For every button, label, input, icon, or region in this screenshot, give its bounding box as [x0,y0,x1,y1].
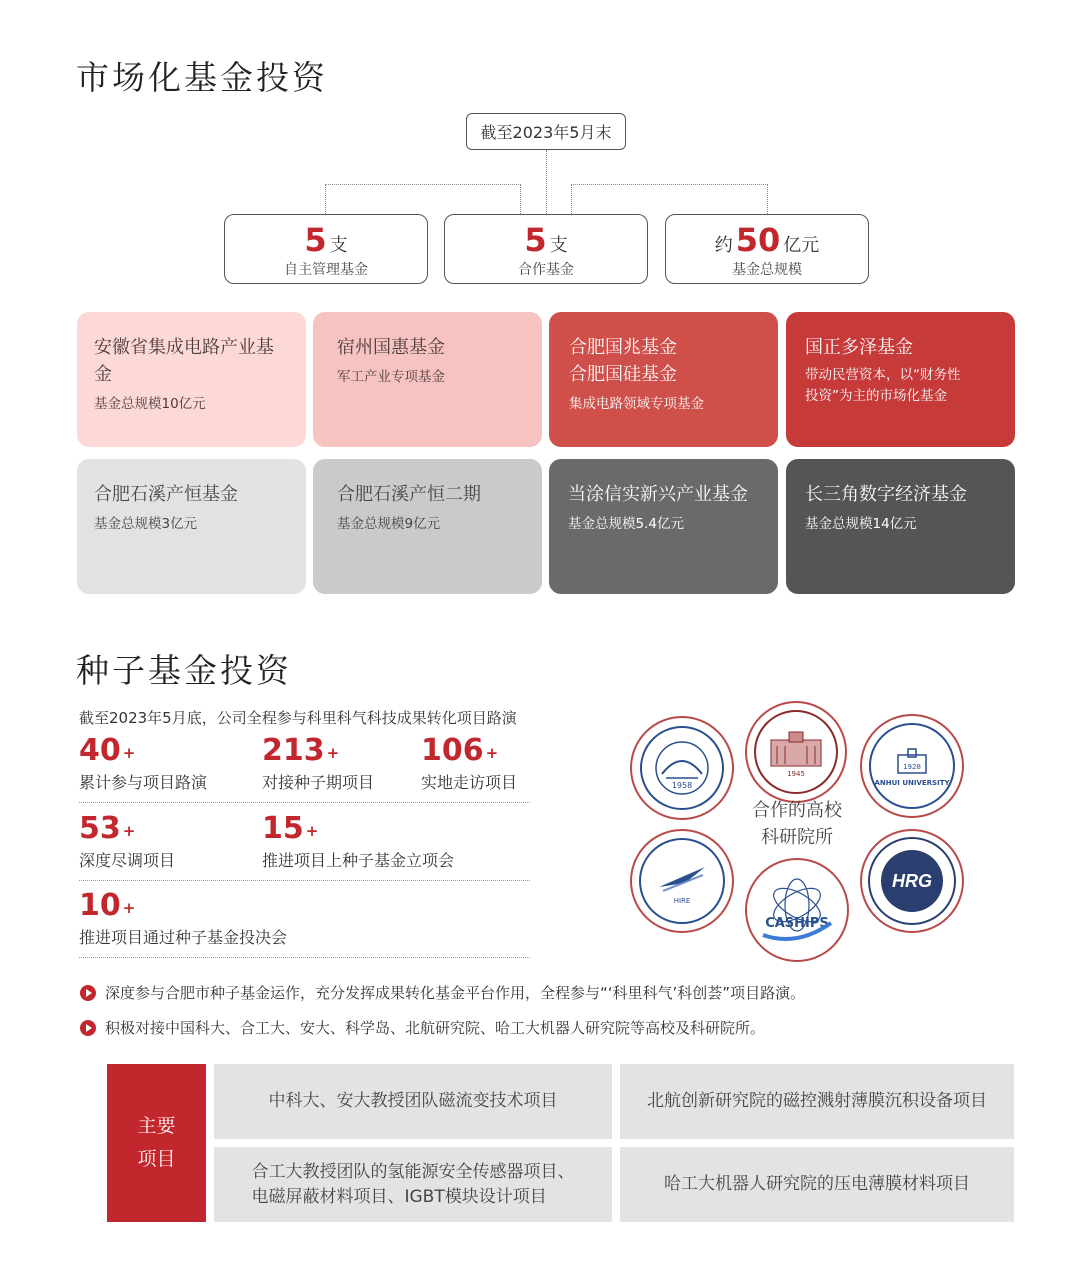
stat-box-self-managed [224,214,428,284]
connector-center [546,150,547,214]
fund-card [77,459,306,594]
metric-value: 10 [79,888,121,923]
fund-desc: 军工产业专项基金 [337,369,445,385]
stat-prefix: 约 [714,235,733,256]
market-section-title: 市场化基金投资 [76,58,328,97]
fund-desc: 基金总规模3亿元 [94,516,198,532]
main-projects-label-line2: 项目 [137,1148,176,1170]
hfut-building-icon [765,724,827,780]
fund-card [313,312,542,447]
aircraft-icon [655,857,709,897]
fund-card [786,312,1015,447]
metric-roadshows [79,734,207,793]
ahu-building-icon [892,745,932,779]
main-projects-label-line1: 主要 [137,1115,176,1137]
metric-plus: + [122,899,136,917]
fund-name: 安徽省集成电路产业基金 [94,337,274,385]
date-label-box: 截至2023年5月末 [466,113,626,150]
project-text-line1: 合工大教授团队的氢能源安全传感器项目、 [251,1161,575,1182]
fund-name: 合肥国硅基金 [569,364,677,385]
metric-plus: + [122,822,136,840]
fund-card [313,459,542,594]
divider [79,802,530,803]
metric-value: 106 [421,733,484,768]
divider [79,957,530,958]
ahu-year: 1928 [903,763,921,771]
project-text: 中科大、安大教授团队磁流变技术项目 [268,1091,558,1111]
metric-plus: + [305,822,319,840]
metric-label: 推进项目通过种子基金投决会 [79,928,288,947]
metric-label: 实地走访项目 [421,773,518,792]
hfut-year: 1945 [787,770,805,778]
stat-label: 自主管理基金 [284,262,368,278]
metric-due-diligence [79,812,175,871]
metric-plus: + [122,744,136,762]
main-projects-label [107,1064,206,1222]
hfut-logo [745,701,847,803]
partner-label-line2: 科研院所 [761,827,833,848]
metric-value: 53 [79,811,121,846]
metric-plus: + [326,744,340,762]
metric-value: 213 [262,733,325,768]
fund-name: 合肥国兆基金 [569,337,677,358]
ustc-year: 1958 [671,781,693,790]
connector-right [571,184,768,214]
hrg-badge [881,850,943,912]
fund-name: 长三角数字经济基金 [805,484,967,505]
fund-name: 国正多泽基金 [805,337,913,358]
fund-desc: 集成电路领域专项基金 [569,396,704,412]
project-text: 北航创新研究院的磁控溅射薄膜沉积设备项目 [647,1091,987,1111]
fund-desc: 基金总规模9亿元 [337,516,441,532]
fund-name: 宿州国惠基金 [337,337,445,358]
partner-label [735,797,859,851]
fund-name: 合肥石溪产恒二期 [337,484,481,505]
partner-label-line1: 合作的高校 [752,800,842,821]
stat-unit: 支 [549,235,568,256]
buaa-institute-logo [630,829,734,933]
fund-name: 当涂信实新兴产业基金 [568,484,748,505]
atom-icon [757,875,837,945]
bullet-item [80,982,805,1003]
seed-intro: 截至2023年5月底，公司全程参与科里科气科技成果转化项目路演 [79,709,517,727]
project-cell [214,1064,612,1139]
fund-desc: 基金总规模5.4亿元 [568,516,684,532]
play-bullet-icon [80,985,96,1001]
fund-card [549,312,778,447]
fund-card [77,312,306,447]
stat-unit: 亿元 [783,235,820,256]
play-bullet-icon [80,1020,96,1036]
bullet-text: 积极对接中国科大、合工大、安大、科学岛、北航研究院、哈工大机器人研究院等高校及科研院所。 [105,1019,766,1037]
ahu-logo [860,714,964,818]
divider [79,880,530,881]
fund-card [549,459,778,594]
ahu-text: ANHUI UNIVERSITY [874,779,950,787]
caships-text: CASHIPS [765,916,829,931]
project-text-line2: 电磁屏蔽材料项目、IGBT模块设计项目 [251,1186,547,1207]
stat-label: 合作基金 [518,262,574,278]
project-text: 哈工大机器人研究院的压电薄膜材料项目 [664,1174,970,1194]
stat-unit: 支 [329,235,348,256]
stat-box-total-scale [665,214,869,284]
metric-seed-projects [262,734,374,793]
metric-plus: + [485,744,499,762]
metric-label: 推进项目上种子基金立项会 [262,851,455,870]
metric-value: 40 [79,733,121,768]
fund-name: 合肥石溪产恒基金 [94,484,238,505]
hit-robot-institute-logo [860,829,964,933]
fund-desc: 投资”为主的市场化基金 [805,388,947,404]
metric-label: 深度尽调项目 [79,851,176,870]
seed-section-title: 种子基金投资 [76,651,292,690]
connector-left [325,184,521,214]
metric-approval-meetings [262,812,454,871]
metric-site-visits [421,734,517,793]
ustc-logo [630,716,734,820]
metric-label: 对接种子期项目 [262,773,375,792]
fund-card [786,459,1015,594]
fund-desc: 带动民营资本，以“财务性 [805,367,961,383]
ustc-emblem-icon [652,738,712,798]
biri-text: HIRE [673,897,691,905]
stat-number: 5 [304,221,327,259]
stat-label: 基金总规模 [732,262,802,278]
stat-number: 50 [735,221,781,259]
metric-investment-decisions [79,889,287,948]
metric-label: 累计参与项目路演 [79,773,208,792]
metric-value: 15 [262,811,304,846]
project-cell [214,1147,612,1222]
fund-desc: 基金总规模10亿元 [94,396,206,412]
project-cell [620,1064,1014,1139]
fund-desc: 基金总规模14亿元 [805,516,917,532]
caships-logo [745,858,849,962]
bullet-text: 深度参与合肥市种子基金运作，充分发挥成果转化基金平台作用，全程参与“‘科里科气’科创荟”项目路演。 [105,984,806,1002]
stat-number: 5 [524,221,547,259]
hrg-text: HRG [892,870,932,891]
project-cell [620,1147,1014,1222]
bullet-item [80,1017,765,1038]
stat-box-cooperative [444,214,648,284]
